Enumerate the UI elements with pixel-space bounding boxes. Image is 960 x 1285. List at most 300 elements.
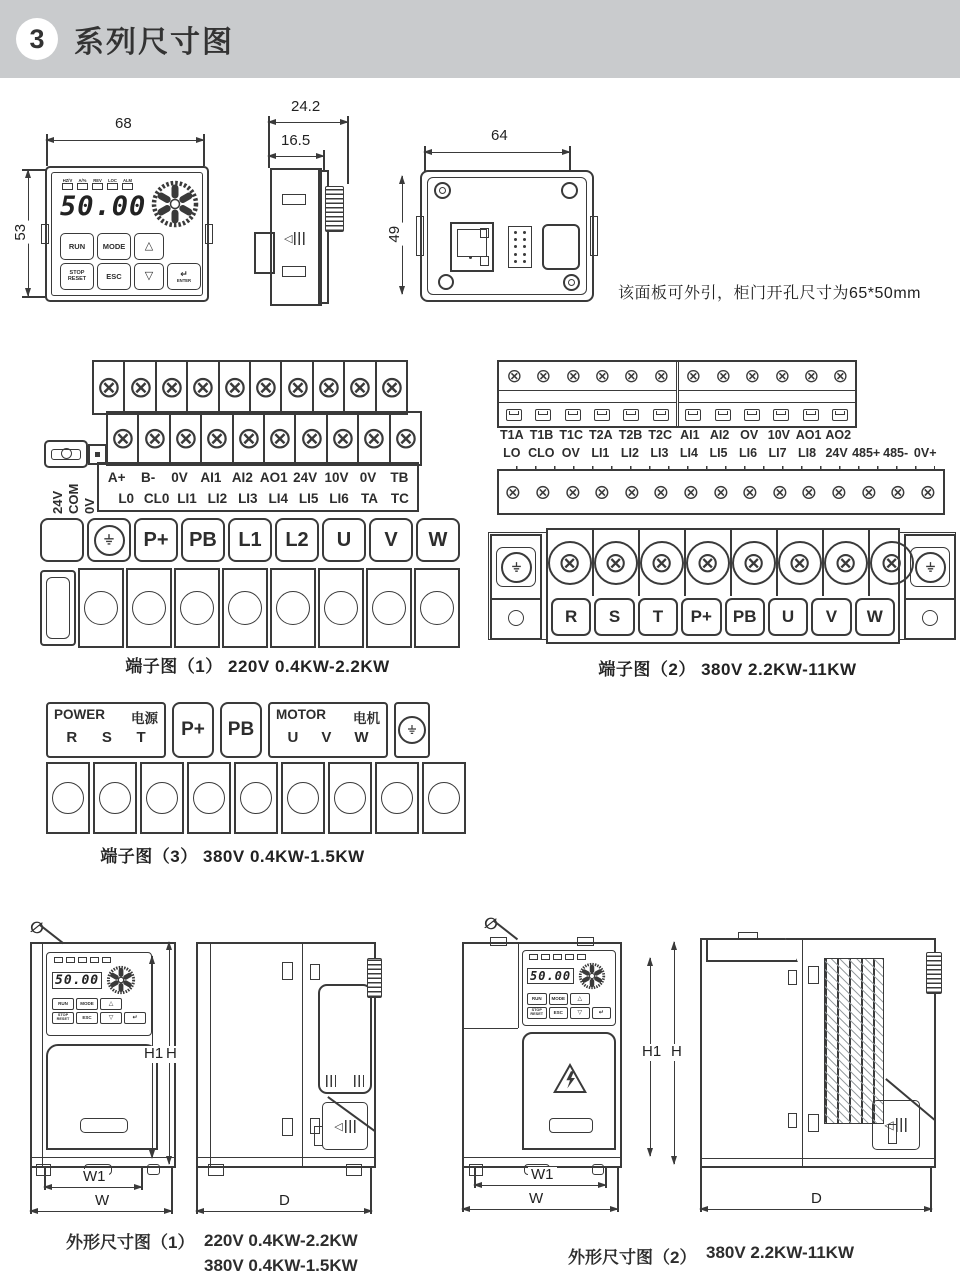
terminal-label: OV xyxy=(740,428,759,442)
top-cover-slab xyxy=(706,938,798,962)
t2-bottom-strip xyxy=(497,469,945,515)
wire-clamp-icon xyxy=(594,409,610,421)
dim-line-16-5 xyxy=(268,156,324,157)
wire-clamp-icon xyxy=(832,409,848,421)
screw-icon: ⊕ xyxy=(734,542,775,583)
ground-icon xyxy=(102,533,116,547)
screw-icon: ⊕ xyxy=(768,362,796,390)
terminal-label: TB xyxy=(390,470,409,485)
terminal-label: LI5 xyxy=(298,491,319,506)
dim-W: W xyxy=(92,1193,112,1210)
dim-line-24-2 xyxy=(268,122,348,123)
run-button: RUN xyxy=(60,233,94,260)
mount-hole xyxy=(561,182,578,199)
terminal-label: LI4 xyxy=(679,446,698,460)
screw-icon: ⊕ xyxy=(642,542,683,583)
keypad-mini xyxy=(522,950,616,1026)
warning-triangle-icon xyxy=(552,1062,588,1095)
led-indicator xyxy=(66,957,75,963)
terminal-label: 485- xyxy=(883,446,909,460)
terminal-label: CLO xyxy=(528,446,555,460)
screw-icon: ⊕ xyxy=(872,542,913,583)
screw-icon: ⊕ xyxy=(530,362,557,390)
terminal-block xyxy=(46,762,90,834)
led-label: REV xyxy=(93,178,102,183)
front-cover xyxy=(522,1032,616,1150)
up-button xyxy=(134,233,164,260)
outline1-caption: 外形尺寸图（1） xyxy=(66,1233,195,1252)
t1-vertical-labels xyxy=(50,462,97,514)
screw-icon: ⊕ xyxy=(618,362,646,390)
knob-side-icon xyxy=(926,952,942,994)
keypad-display: 50.00 xyxy=(60,191,147,222)
diameter-screw-icon: ∅ xyxy=(482,914,500,935)
up-button: △ xyxy=(570,993,590,1005)
up-arrow-icon: △ xyxy=(144,239,154,252)
terminal-label: 10V xyxy=(324,470,349,485)
power-group-label-en: POWER xyxy=(54,707,106,722)
screw-icon: ⊕ xyxy=(736,477,765,507)
outline2-side-view xyxy=(700,938,936,1168)
mount-foot xyxy=(208,1164,224,1176)
screw-icon: ⊕ xyxy=(321,416,365,460)
rotary-knob-icon xyxy=(106,965,136,995)
screw-icon: ⊕ xyxy=(676,477,706,507)
t2-label-row1 xyxy=(497,428,853,442)
screw-icon: ⊕ xyxy=(307,365,351,409)
outline1-side-view xyxy=(196,942,376,1168)
outline2-front-view xyxy=(462,942,622,1168)
screw-icon: ⊕ xyxy=(528,477,558,507)
led-indicator xyxy=(54,957,63,963)
knob-side-icon xyxy=(367,958,382,998)
terminal-block xyxy=(318,568,364,648)
terminal-block xyxy=(187,762,231,834)
dim-D: D xyxy=(276,1193,293,1210)
wire-clamp-icon xyxy=(744,409,760,421)
dim-49: 49 xyxy=(387,223,404,246)
diameter-screw-icon: ∅ xyxy=(28,918,46,939)
nameplate-slot xyxy=(80,1118,128,1133)
dim-H: H xyxy=(668,1044,685,1061)
terminal-label: AI2 xyxy=(231,470,253,485)
dim-line-68 xyxy=(46,140,204,141)
nameplate-slot xyxy=(549,1118,593,1133)
screw-icon: ⊕ xyxy=(164,416,208,460)
screw-icon: ⊕ xyxy=(680,362,707,390)
terminal-L2: L2 xyxy=(275,518,319,562)
led-label: A/% xyxy=(78,178,87,183)
screw-icon: ⊕ xyxy=(370,365,413,409)
terminal-P+: P+ xyxy=(134,518,178,562)
outline2-specs xyxy=(706,1243,854,1263)
screw-icon: ⊕ xyxy=(290,416,333,460)
stop-reset-button: STOP RESET xyxy=(60,263,94,290)
screw-icon: ⊕ xyxy=(550,542,591,583)
keypad-display: 50.00 xyxy=(52,972,102,989)
terminal-label: V xyxy=(321,729,332,746)
led-indicator xyxy=(92,183,103,190)
keypad-front-view xyxy=(45,166,209,302)
terminal-label: AO2 xyxy=(825,428,852,442)
terminal-label: 0V xyxy=(82,498,97,514)
terminal-label: 0V+ xyxy=(913,446,937,460)
led-label: ALM xyxy=(122,178,133,183)
mode-button: MODE xyxy=(97,233,131,260)
screw-icon: ⊕ xyxy=(824,477,854,507)
t2-label-row2 xyxy=(497,446,940,460)
terminal-block xyxy=(78,568,124,648)
enter-button: ↵ xyxy=(592,1007,612,1019)
terminal-block xyxy=(222,568,268,648)
keypad-display: 50.00 xyxy=(527,968,574,984)
section-number-badge xyxy=(16,18,58,60)
screw-icon: ⊕ xyxy=(647,477,677,507)
wire-clamp-icon xyxy=(623,409,639,421)
terminal-label: COM xyxy=(66,483,81,514)
terminal-label: T1C xyxy=(559,428,583,442)
outline2-caption: 外形尺寸图（2） xyxy=(568,1248,697,1267)
screw-icon: ⊕ xyxy=(227,416,270,460)
dim-W: W xyxy=(526,1191,546,1208)
terminal-block xyxy=(328,762,372,834)
wire-clamp-icon xyxy=(565,409,581,421)
terminal-label: LO xyxy=(503,446,521,460)
motor-group-label-cn: 电机 xyxy=(353,711,380,726)
mount-foot xyxy=(147,1164,160,1175)
terminal-label: 485+ xyxy=(852,446,881,460)
terminal-label: W xyxy=(354,729,369,746)
led-indicator xyxy=(122,183,133,190)
screw-icon: ⊕ xyxy=(797,362,825,390)
dim-24-2: 24.2 xyxy=(288,99,323,116)
terminal-S: S xyxy=(594,598,634,636)
motor-group-label-en: MOTOR xyxy=(276,707,326,722)
down-button: ▽ xyxy=(570,1007,590,1019)
t2-caption: 端子图（2） 380V 2.2KW-11KW xyxy=(598,660,857,679)
terminal-W: W xyxy=(416,518,460,562)
led-label: HZ/V xyxy=(62,178,73,183)
section-number: 3 xyxy=(29,23,45,54)
mount-foot xyxy=(592,1164,604,1175)
terminal-label: T2B xyxy=(618,428,643,442)
dim-64: 64 xyxy=(488,128,511,145)
screw-icon: ⊕ xyxy=(384,416,427,460)
terminal-block xyxy=(126,568,172,648)
ground-terminal xyxy=(394,702,430,758)
led-indicator xyxy=(77,183,88,190)
screw-icon: ⊕ xyxy=(244,365,288,409)
dim-line-W1 xyxy=(44,1187,142,1188)
screw-icon: ⊕ xyxy=(101,416,145,460)
terminal-label: 10V xyxy=(767,428,790,442)
screw-icon: ⊕ xyxy=(706,477,736,507)
led-indicator xyxy=(62,183,73,190)
screw-icon: ⊕ xyxy=(617,477,647,507)
t1-caption: 端子图（1） 220V 0.4KW-2.2KW xyxy=(125,657,390,676)
terminal-P+: P+ xyxy=(681,598,721,636)
terminal-label: 0V xyxy=(171,470,188,485)
down-button xyxy=(134,263,164,290)
dim-53: 53 xyxy=(13,221,30,244)
t2-top-block xyxy=(497,360,857,428)
mount-foot xyxy=(469,1164,483,1176)
dim-16-5: 16.5 xyxy=(278,133,313,150)
terminal-label: LI8 xyxy=(798,446,817,460)
keypad-mini xyxy=(46,952,152,1036)
terminal-label: S xyxy=(101,729,112,746)
led-label: LOC xyxy=(108,178,117,183)
spec-line: 380V 2.2KW-11KW xyxy=(706,1243,854,1262)
wire-clamp-icon xyxy=(715,409,731,421)
mount-foot xyxy=(346,1164,362,1176)
terminal-label: OV xyxy=(561,446,580,460)
terminal-label: AI1 xyxy=(680,428,700,442)
led-indicator xyxy=(565,954,574,960)
dim-W1: W1 xyxy=(80,1169,109,1186)
dim-H1: H1 xyxy=(639,1044,664,1061)
down-button: ▽ xyxy=(100,1012,122,1024)
terminal-V: V xyxy=(811,598,851,636)
screw-icon: ⊕ xyxy=(500,362,528,390)
terminal-label: AO1 xyxy=(795,428,822,442)
screw-icon: ⊕ xyxy=(559,362,587,390)
terminal-label: B- xyxy=(140,470,156,485)
vent-arrow-icon: ◁ xyxy=(284,232,305,245)
terminal-label: LI4 xyxy=(268,491,288,506)
terminal-label: LI3 xyxy=(238,491,258,506)
led-row xyxy=(62,178,133,190)
terminal-label: T2C xyxy=(648,428,672,442)
terminal-P+: P+ xyxy=(172,702,214,758)
vent-arrow-icon: ◁ xyxy=(884,1118,894,1132)
terminal-label: LI2 xyxy=(620,446,639,460)
screw-icon: ⊕ xyxy=(213,365,256,409)
terminal-block xyxy=(375,762,419,834)
screw-icon: ⊕ xyxy=(353,416,396,460)
screw-icon: ⊕ xyxy=(826,542,867,583)
terminal-T: T xyxy=(638,598,678,636)
esc-button: ESC xyxy=(76,1012,98,1024)
screw-icon: ⊕ xyxy=(647,362,675,390)
screw-icon: ⊕ xyxy=(182,365,225,409)
esc-button: ESC xyxy=(549,1007,569,1019)
terminal-block xyxy=(281,762,325,834)
enter-button: ↵ ENTER xyxy=(167,263,201,290)
t2-ground-pad-left xyxy=(490,534,542,640)
panel-note: 该面板可外引，柜门开孔尺寸为65*50mm xyxy=(618,285,921,302)
rj45-port xyxy=(450,222,494,272)
terminal-block xyxy=(422,762,466,834)
screw-icon: ⊕ xyxy=(258,416,302,460)
dim-H1: H1 xyxy=(141,1046,166,1063)
knob-side-icon xyxy=(325,186,344,232)
dim-line-W1 xyxy=(474,1185,606,1186)
wire-clamp-icon xyxy=(773,409,789,421)
terminal-label: 24V xyxy=(293,470,318,485)
terminal-label: A+ xyxy=(107,470,126,485)
keypad-back-view xyxy=(420,170,594,302)
terminal-label: 0V xyxy=(359,470,377,485)
ground-icon xyxy=(510,561,523,574)
terminal-W: W xyxy=(855,598,895,636)
terminal-label: AI2 xyxy=(709,428,730,442)
side-cover xyxy=(322,1102,368,1150)
terminal-block xyxy=(234,762,278,834)
screw-icon: ⊕ xyxy=(884,477,913,507)
terminal-label: LI2 xyxy=(207,491,228,506)
outline1-specs xyxy=(204,1228,358,1278)
screw-icon: ⊕ xyxy=(827,362,855,390)
ground-icon xyxy=(924,561,937,574)
screw-icon: ⊕ xyxy=(780,542,821,583)
dim-line-W xyxy=(30,1211,172,1212)
spec-line: 380V 0.4KW-1.5KW xyxy=(204,1256,358,1275)
t1-connector xyxy=(44,440,88,468)
terminal-label: TC xyxy=(390,491,409,506)
terminal-U: U xyxy=(322,518,366,562)
enter-button: ↵ xyxy=(124,1012,146,1024)
terminal-label: T1B xyxy=(529,428,554,442)
t1-power-row xyxy=(40,518,460,562)
screw-icon: ⊕ xyxy=(339,365,382,409)
mount-hole xyxy=(438,274,454,290)
screw-icon: ⊕ xyxy=(913,477,943,507)
terminal-label: LI1 xyxy=(177,491,197,506)
screw-icon: ⊕ xyxy=(688,542,729,583)
screw-icon: ⊕ xyxy=(739,362,766,390)
wire-clamp-icon xyxy=(803,409,819,421)
dim-D: D xyxy=(808,1191,825,1208)
terminal-block xyxy=(174,568,220,648)
t1-label-box xyxy=(97,462,419,512)
terminal-block xyxy=(270,568,316,648)
t3-caption: 端子图（3） 380V 0.4KW-1.5KW xyxy=(100,847,365,866)
led-indicator xyxy=(577,954,586,960)
led-indicator xyxy=(78,957,87,963)
terminal-block xyxy=(93,762,137,834)
terminal-block xyxy=(366,568,412,648)
led-indicator xyxy=(553,954,562,960)
terminal-label: LI6 xyxy=(738,446,758,460)
page-title: 系列尺寸图 xyxy=(74,26,234,59)
terminal-label: L0 xyxy=(118,491,135,506)
spec-line: 220V 0.4KW-2.2KW xyxy=(204,1231,358,1250)
vent-arrow-icon: ◁ xyxy=(334,1120,343,1133)
rotary-knob-icon xyxy=(578,962,606,990)
dim-W1: W1 xyxy=(528,1167,557,1184)
terminal-label: AI1 xyxy=(200,470,222,485)
screw-icon: ⊕ xyxy=(596,542,637,583)
run-button: RUN xyxy=(527,993,547,1005)
screw-icon: ⊕ xyxy=(709,362,737,390)
enter-arrow-icon: ↵ xyxy=(180,268,188,279)
terminal-L1: L1 xyxy=(228,518,272,562)
terminal-label: LI5 xyxy=(709,446,728,460)
led-indicator xyxy=(541,954,550,960)
terminal-R: R xyxy=(551,598,591,636)
rotary-knob-icon xyxy=(150,179,200,229)
screw-icon: ⊕ xyxy=(588,362,616,390)
terminal-cover xyxy=(318,984,372,1094)
terminal-label: TA xyxy=(360,491,378,506)
wire-clamp-icon xyxy=(506,409,522,421)
terminal-V: V xyxy=(369,518,413,562)
led-indicator xyxy=(102,957,111,963)
screw-icon: ⊕ xyxy=(854,477,884,507)
dim-68: 68 xyxy=(112,116,135,133)
terminal-label: 24V xyxy=(825,446,848,460)
dim-line-D xyxy=(700,1209,932,1210)
terminal-label: AO1 xyxy=(259,470,288,485)
terminal-label: R xyxy=(66,729,78,746)
t2-power-center xyxy=(546,528,913,644)
dim-line-D xyxy=(196,1211,372,1212)
screw-icon: ⊕ xyxy=(87,365,131,409)
screw-icon: ⊕ xyxy=(558,477,588,507)
t1-screw-strip-lower xyxy=(101,411,427,466)
screw-icon: ⊕ xyxy=(499,477,529,507)
mode-button: MODE xyxy=(76,998,98,1010)
terminal-label: LI6 xyxy=(329,491,349,506)
screw-icon: ⊕ xyxy=(795,477,825,507)
terminal-PB: PB xyxy=(220,702,262,758)
screw-icon: ⊕ xyxy=(150,365,194,409)
terminal-block xyxy=(414,568,460,648)
terminal-label: T2A xyxy=(589,428,613,442)
dim-line-W xyxy=(462,1209,618,1210)
wire-clamp-icon xyxy=(685,409,701,421)
screw-icon: ⊕ xyxy=(133,416,176,460)
terminal-label: CL0 xyxy=(143,491,170,506)
screw-icon: ⊕ xyxy=(196,416,239,460)
screw-icon: ⊕ xyxy=(119,365,162,409)
terminal-label: 24V xyxy=(50,490,65,514)
terminal-label: LI7 xyxy=(768,446,787,460)
led-indicator xyxy=(107,183,118,190)
terminal-label: LI1 xyxy=(591,446,610,460)
wire-clamp-icon xyxy=(535,409,551,421)
dim-line-64 xyxy=(424,152,570,153)
led-indicator xyxy=(90,957,99,963)
up-button: △ xyxy=(100,998,122,1010)
terminal-label: U xyxy=(287,729,299,746)
ground-icon xyxy=(406,724,418,736)
led-indicator xyxy=(529,954,538,960)
down-arrow-icon: ▽ xyxy=(144,269,154,282)
terminal-label: T xyxy=(136,729,146,746)
wire-clamp-icon xyxy=(653,409,669,421)
run-button: RUN xyxy=(52,998,74,1010)
terminal-label: T1A xyxy=(500,428,524,442)
keypad-side-view xyxy=(254,168,354,302)
terminal-PB: PB xyxy=(725,598,765,636)
t1-connector-plug xyxy=(88,444,107,465)
t1-screw-strip-upper xyxy=(87,360,413,415)
pin-header xyxy=(508,226,532,268)
screw-icon: ⊕ xyxy=(588,477,617,507)
screw-icon: ⊕ xyxy=(765,477,795,507)
dim-H: H xyxy=(163,1046,180,1063)
mount-hole xyxy=(434,182,451,199)
heatsink-vent xyxy=(824,958,884,1124)
section-header xyxy=(0,0,960,78)
blank-terminal xyxy=(40,518,84,562)
screw-icon: ⊕ xyxy=(276,365,319,409)
terminal-label: LI3 xyxy=(650,446,669,460)
terminal-block xyxy=(140,762,184,834)
stop-reset-button: STOP RESET xyxy=(527,1007,547,1019)
